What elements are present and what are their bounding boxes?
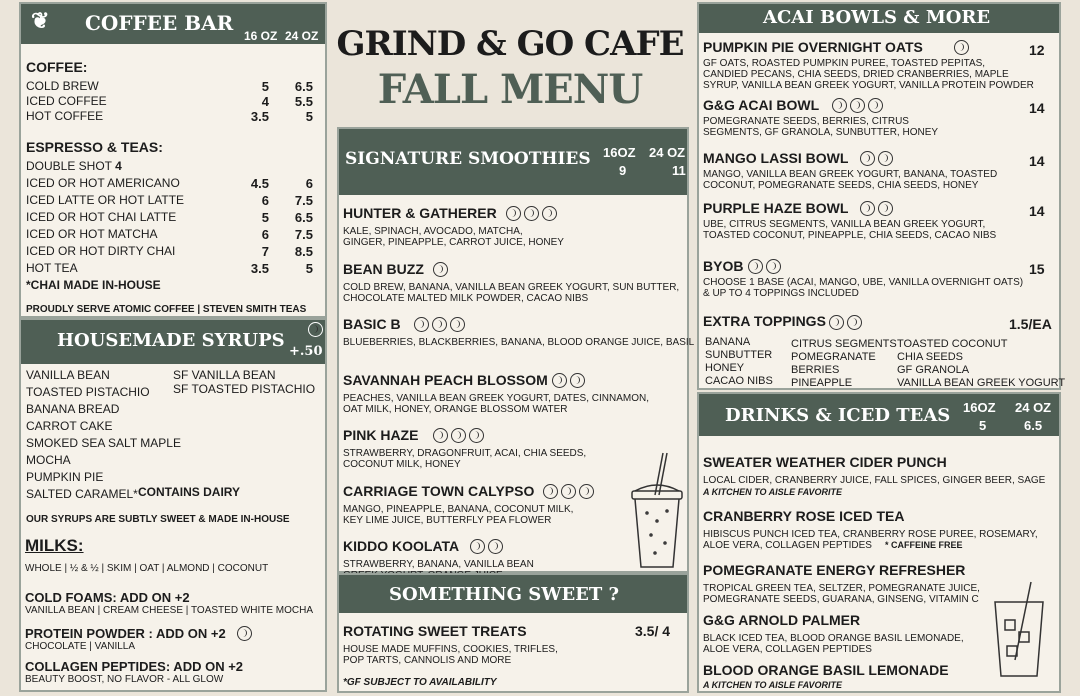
topping-item: TOASTED COCONUT [897, 338, 1008, 350]
coffee-item-price-24oz: 5.5 [294, 94, 313, 109]
smoothie-name: HUNTER & GATHERER [343, 205, 497, 221]
syrups-heading: HOUSEMADE SYRUPS [57, 330, 285, 351]
coffee-bar-panel [19, 2, 327, 318]
chai-note: *CHAI MADE IN-HOUSE [26, 278, 161, 292]
smoothie-size-24oz: 24 OZ [649, 145, 686, 160]
espresso-item-price-16oz: 6 [261, 227, 269, 242]
diet-icons [411, 316, 465, 334]
acai-item-price: 14 [1029, 100, 1045, 116]
coffee-beans-icon: ❦ [31, 8, 50, 34]
diet-icon [860, 201, 875, 216]
drink-desc: BLACK ICED TEA, BLOOD ORANGE BASIL LEMONADE, [703, 633, 964, 644]
diet-icon [878, 151, 893, 166]
drink-name: SWEATER WEATHER CIDER PUNCH [703, 454, 947, 470]
acai-item-price: 14 [1029, 153, 1045, 169]
smoothie-desc: OAT MILK, HONEY, ORANGE BLOSSOM WATER [343, 403, 568, 415]
acai-item-desc: CHOOSE 1 BASE (ACAI, MANGO, UBE, VANILLA OVERNIGHT OATS) [703, 277, 1024, 288]
espresso-item-price-24oz: 7.5 [294, 193, 313, 208]
topping-item: CITRUS SEGMENTS [791, 338, 897, 350]
espresso-item-name: ICED LATTE OR HOT LATTE [26, 193, 185, 207]
espresso-item-name: ICED OR HOT MATCHA [26, 227, 158, 241]
size-24oz: 24 OZ [285, 29, 319, 43]
espresso-item-name: ICED OR HOT DIRTY CHAI [26, 244, 176, 258]
contains-dairy-note: CONTAINS DAIRY [138, 485, 240, 499]
diet-icons [503, 205, 557, 223]
drinks-price-24oz: 6.5 [1024, 418, 1043, 433]
cold-foams-label: COLD FOAMS: ADD ON +2 [25, 590, 190, 605]
topping-item: BERRIES [791, 364, 840, 376]
cold-foams-list: VANILLA BEAN | CREAM CHEESE | TOASTED WHITE MOCHA [25, 605, 314, 616]
smoothie-desc: CHOCOLATE MALTED MILK POWDER, CACAO NIBS [343, 292, 589, 304]
diet-icon [561, 484, 576, 499]
smoothie-desc: KALE, SPINACH, AVOCADO, MATCHA, [343, 226, 523, 237]
syrup-item: CARROT CAKE [26, 419, 113, 433]
sweet-item-name: ROTATING SWEET TREATS [343, 623, 527, 639]
drink-name: G&G ARNOLD PALMER [703, 612, 861, 628]
gf-note: *GF SUBJECT TO AVAILABILITY [343, 677, 497, 688]
diet-icon [543, 484, 558, 499]
syrup-item: SMOKED SEA SALT MAPLE [26, 436, 181, 450]
drinks-size-24oz: 24 OZ [1015, 400, 1052, 415]
drink-tag: * CAFFEINE FREE [885, 540, 963, 550]
acai-item-desc: SYRUP, VANILLA BEAN GREEK YOGURT, VANILLA PROTEIN POWDER [703, 80, 1034, 91]
topping-item: PINEAPPLE [791, 377, 853, 389]
smoothie-desc: COLD BREW, BANANA, VANILLA BEAN GREEK YOGURT, SUN BUTTER, [343, 281, 680, 293]
acai-item-desc: MANGO, VANILLA BEAN GREEK YOGURT, BANANA, TOASTED [703, 169, 998, 180]
protein-label: PROTEIN POWDER : ADD ON +2 [25, 626, 226, 641]
espresso-item-name: ICED OR HOT CHAI LATTE [26, 210, 177, 224]
drinks-panel [697, 392, 1061, 693]
smoothie-cup-illustration [627, 451, 687, 571]
sweet-panel [337, 573, 689, 693]
acai-item-name: BYOB [703, 258, 744, 274]
diet-icon [506, 206, 521, 221]
diet-icons [857, 200, 893, 218]
sweet-desc-1: HOUSE MADE MUFFINS, COOKIES, TRIFLES, [343, 644, 558, 655]
acai-item-desc: GF OATS, ROASTED PUMPKIN PUREE, TOASTED PEPITAS, [703, 58, 986, 69]
smoothies-header [339, 129, 687, 195]
smoothie-price-24oz: 11 [672, 163, 686, 178]
topping-item: BANANA [705, 336, 751, 348]
acai-item-name: G&G ACAI BOWL [703, 97, 820, 113]
drink-desc: LOCAL CIDER, CRANBERRY JUICE, FALL SPICES, GINGER BEER, SAGE [703, 475, 1046, 486]
diet-icon [469, 428, 484, 443]
topping-item: VANILLA BEAN GREEK YOGURT [897, 377, 1066, 389]
diet-icon [450, 317, 465, 332]
protein-list: CHOCOLATE | VANILLA [25, 641, 136, 652]
syrups-panel [19, 318, 327, 692]
extra-toppings-label: EXTRA TOPPINGS [703, 313, 862, 330]
sweet-item-price: 3.5/ 4 [635, 623, 671, 639]
espresso-item-name: HOT TEA [26, 261, 78, 275]
diet-icon [868, 98, 883, 113]
topping-item: SUNBUTTER [705, 349, 773, 361]
sweet-desc-2: POP TARTS, CANNOLIS AND MORE [343, 655, 512, 666]
vegan-icon [847, 315, 862, 330]
acai-item-desc: TOASTED COCONUT, PINEAPPLE, CHIA SEEDS, CACAO NIBS [703, 230, 997, 241]
coffee-item-name: HOT COFFEE [26, 109, 104, 123]
diet-icon [552, 373, 567, 388]
topping-item: POMEGRANATE [791, 351, 876, 363]
diet-icon [850, 98, 865, 113]
sweet-heading: SOMETHING SWEET ? [389, 584, 620, 605]
milks-list: WHOLE | ½ & ½ | SKIM | OAT | ALMOND | COCONUT [25, 563, 269, 574]
drink-name: BLOOD ORANGE BASIL LEMONADE [703, 662, 949, 678]
cafe-title: GRIND & GO CAFE [336, 24, 684, 64]
diet-icon [542, 206, 557, 221]
espresso-item-price-16oz: 5 [261, 210, 269, 225]
smoothie-price-16oz: 9 [619, 163, 627, 178]
diet-icons [549, 372, 585, 390]
extra-toppings-price: 1.5/EA [1009, 316, 1052, 332]
drink-desc: HIBISCUS PUNCH ICED TEA, CRANBERRY ROSE PUREE, ROSEMARY, [703, 529, 1038, 540]
diet-icon [748, 259, 763, 274]
gluten-free-icon [237, 626, 252, 641]
espresso-item-price-16oz: 7 [261, 244, 269, 259]
syrup-item: SALTED CARAMEL* [26, 487, 138, 501]
smoothie-size-16oz: 16OZ [603, 145, 636, 160]
diet-icon [524, 206, 539, 221]
smoothie-desc: MANGO, PINEAPPLE, BANANA, COCONUT MILK, [343, 503, 574, 515]
coffee-item-price-16oz: 3.5 [250, 109, 269, 124]
acai-heading: ACAI BOWLS & MORE [763, 7, 991, 28]
syrup-item-sf: SF VANILLA BEAN [173, 368, 276, 382]
diet-icons [857, 150, 893, 168]
drink-name: POMEGRANATE ENERGY REFRESHER [703, 562, 966, 578]
topping-item: CHIA SEEDS [897, 351, 964, 363]
smoothie-name: PINK HAZE [343, 427, 419, 443]
acai-item-price: 12 [1029, 42, 1045, 58]
diet-icon [432, 317, 447, 332]
topping-item: CACAO NIBS [705, 375, 773, 387]
double-shot-price: 4 [115, 159, 122, 173]
smoothie-name: KIDDO KOOLATA [343, 538, 460, 554]
smoothie-name: BASIC B [343, 316, 401, 332]
espresso-item-price-24oz: 5 [305, 261, 313, 276]
acai-item-price: 14 [1029, 203, 1045, 219]
acai-item-name: PUMPKIN PIE OVERNIGHT OATS [703, 39, 923, 55]
drinks-size-16oz: 16OZ [963, 400, 996, 415]
coffee-item-price-16oz: 4 [261, 94, 269, 109]
diet-icons [951, 39, 969, 57]
smoothie-desc: PEACHES, VANILLA BEAN GREEK YOGURT, DATES, CINNAMON, [343, 392, 650, 404]
diet-icon [433, 428, 448, 443]
diet-icon [414, 317, 429, 332]
espresso-item-price-16oz: 6 [261, 193, 269, 208]
smoothies-heading: SIGNATURE SMOOTHIES [345, 149, 591, 169]
coffee-bar-heading: COFFEE BAR [85, 11, 234, 35]
coffee-item-price-16oz: 5 [261, 79, 269, 94]
diet-icon [570, 373, 585, 388]
syrup-item-sf: SF TOASTED PISTACHIO [173, 382, 316, 396]
syrup-item: BANANA BREAD [26, 402, 120, 416]
smoothie-desc: STRAWBERRY, DRAGONFRUIT, ACAI, CHIA SEEDS, [343, 448, 587, 459]
diet-icon [488, 539, 503, 554]
topping-item: GF GRANOLA [897, 364, 970, 376]
diet-icon [470, 539, 485, 554]
smoothies-panel [337, 127, 695, 573]
espresso-item-price-24oz: 6.5 [294, 210, 313, 225]
collagen-label: COLLAGEN PEPTIDES: ADD ON +2 [25, 659, 244, 674]
gluten-free-icon [308, 322, 323, 337]
espresso-label: ESPRESSO & TEAS: [26, 139, 163, 155]
diet-icons [829, 97, 883, 115]
drink-desc: TROPICAL GREEN TEA, SELTZER, POMEGRANATE JUICE, [703, 583, 980, 594]
coffee-item-name: ICED COFFEE [26, 94, 107, 108]
drink-tag: A KITCHEN TO AISLE FAVORITE [703, 487, 843, 497]
espresso-item-price-16oz: 4.5 [250, 176, 269, 191]
syrup-item: TOASTED PISTACHIO [26, 385, 150, 399]
diet-icon [579, 484, 594, 499]
espresso-item-price-24oz: 6 [305, 176, 313, 191]
drinks-header [699, 394, 1059, 436]
drinks-heading: DRINKS & ICED TEAS [725, 405, 951, 426]
diet-icons [540, 483, 594, 501]
smoothie-desc: GINGER, PINEAPPLE, CARROT JUICE, HONEY [343, 237, 564, 248]
syrup-item: VANILLA BEAN [26, 368, 110, 382]
topping-item: HONEY [705, 362, 745, 374]
acai-item-desc: SEGMENTS, GF GRANOLA, SUNBUTTER, HONEY [703, 127, 939, 138]
acai-item-desc: UBE, CITRUS SEGMENTS, VANILLA BEAN GREEK YOGURT, [703, 219, 986, 230]
diet-icon [433, 262, 448, 277]
diet-icon [766, 259, 781, 274]
syrup-item: MOCHA [26, 453, 71, 467]
acai-item-desc: & UP TO 4 TOPPINGS INCLUDED [703, 288, 859, 299]
gluten-free-icon [829, 315, 844, 330]
drink-desc: ALOE VERA, COLLAGEN PEPTIDES [703, 540, 872, 551]
acai-item-price: 15 [1029, 261, 1045, 277]
syrup-price: +.50 [289, 344, 323, 359]
sweet-header [339, 575, 687, 613]
milks-label: MILKS: [25, 536, 84, 555]
coffee-item-name: COLD BREW [26, 79, 99, 93]
diet-icons [745, 258, 781, 276]
acai-item-name: PURPLE HAZE BOWL [703, 200, 849, 216]
acai-panel [697, 2, 1066, 390]
espresso-item-name: ICED OR HOT AMERICANO [26, 176, 180, 190]
syrup-item: PUMPKIN PIE [26, 470, 104, 484]
iced-tea-glass-illustration [991, 580, 1049, 680]
diet-icon [860, 151, 875, 166]
drink-desc: ALOE VERA, COLLAGEN PEPTIDES [703, 644, 872, 655]
proud-serve-note: PROUDLY SERVE ATOMIC COFFEE | STEVEN SMITH TEAS [26, 304, 307, 315]
drink-desc: POMEGRANATE SEEDS, GUARANA, GINSENG, VITAMIN C [703, 594, 979, 605]
smoothie-name: SAVANNAH PEACH BLOSSOM [343, 371, 548, 388]
acai-header [699, 4, 1059, 33]
collagen-desc: BEAUTY BOOST, NO FLAVOR - ALL GLOW [25, 674, 224, 685]
double-shot-row [26, 159, 122, 173]
coffee-bar-header [21, 4, 325, 44]
smoothie-desc: BLUEBERRIES, BLACKBERRIES, BANANA, BLOOD ORANGE JUICE, BASIL [343, 337, 695, 348]
diet-icon [451, 428, 466, 443]
smoothie-name: CARRIAGE TOWN CALYPSO [343, 482, 535, 499]
drink-tag: A KITCHEN TO AISLE FAVORITE [703, 680, 843, 690]
diet-icons [430, 261, 448, 279]
diet-icons [430, 427, 484, 445]
smoothie-desc: STRAWBERRY, BANANA, VANILLA BEAN [343, 559, 534, 570]
diet-icon [954, 40, 969, 55]
espresso-item-price-16oz: 3.5 [250, 261, 269, 276]
acai-item-desc: COCONUT, POMEGRANATE SEEDS, CHIA SEEDS, HONEY [703, 180, 979, 191]
acai-item-name: MANGO LASSI BOWL [703, 150, 849, 166]
drinks-price-16oz: 5 [979, 418, 987, 433]
size-16oz: 16 OZ [244, 29, 278, 43]
espresso-item-price-24oz: 8.5 [294, 244, 313, 259]
diet-icon [832, 98, 847, 113]
smoothie-desc: KEY LIME JUICE, BUTTERFLY PEA FLOWER [343, 514, 552, 526]
syrups-header [21, 320, 325, 364]
acai-item-desc: CANDIED PECANS, CHIA SEEDS, DRIED CRANBERRIES, MAPLE [703, 69, 1009, 80]
syrup-note: OUR SYRUPS ARE SUBTLY SWEET & MADE IN-HOUSE [26, 514, 290, 525]
diet-icons [467, 538, 503, 556]
coffee-label: COFFEE: [26, 59, 88, 75]
coffee-item-price-24oz: 5 [305, 109, 313, 124]
smoothie-name: BEAN BUZZ [343, 260, 424, 277]
acai-item-desc: POMEGRANATE SEEDS, BERRIES, CITRUS [703, 116, 909, 127]
espresso-item-price-24oz: 7.5 [294, 227, 313, 242]
smoothie-desc: COCONUT MILK, HONEY [343, 459, 461, 470]
diet-icon [878, 201, 893, 216]
double-shot-label: DOUBLE SHOT [26, 159, 112, 173]
coffee-item-price-24oz: 6.5 [294, 79, 313, 94]
drink-name: CRANBERRY ROSE ICED TEA [703, 508, 905, 524]
menu-title: FALL MENU [377, 66, 643, 113]
